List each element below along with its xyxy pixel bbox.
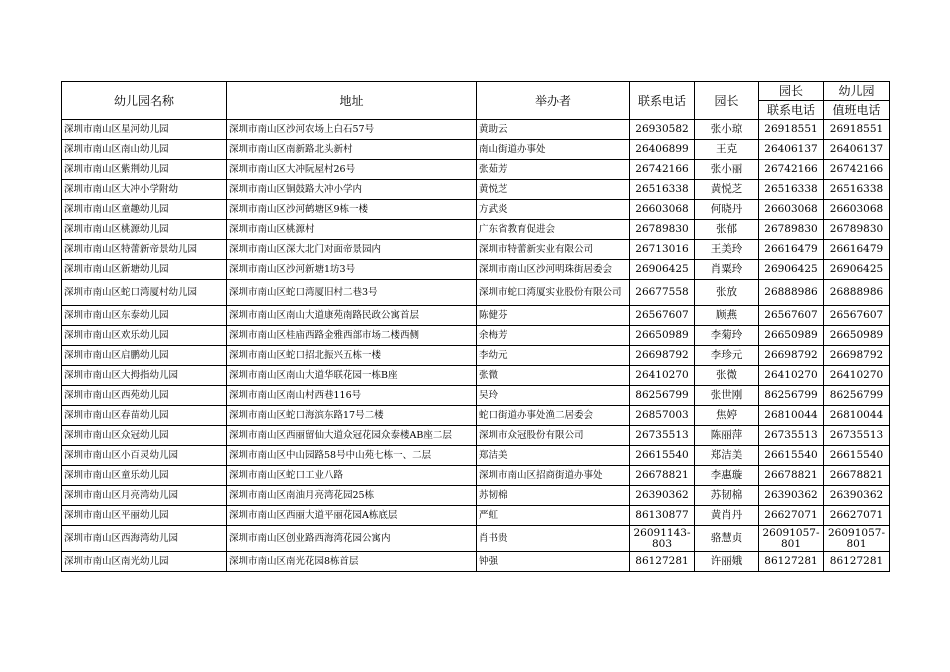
cell-name: 深圳市南山区启鹏幼儿园: [62, 346, 227, 366]
cell-address: 深圳市南山区南山大道华联花园一栋B座: [227, 366, 477, 386]
cell-director: 张郁: [695, 220, 759, 240]
cell-name: 深圳市南山区大拇指幼儿园: [62, 366, 227, 386]
cell-name: 深圳市南山区童乐幼儿园: [62, 466, 227, 486]
cell-organizer: 蛇口街道办事处渔二居委会: [477, 406, 630, 426]
table-row: [62, 552, 890, 572]
cell-address: 深圳市南山区桂庙西路金雅西部市场二楼西侧: [227, 326, 477, 346]
cell-director: 张小琼: [695, 120, 759, 140]
cell-organizer: 李幼元: [477, 346, 630, 366]
table-row: [62, 486, 890, 506]
cell-phone: 26406899: [630, 140, 695, 160]
table-row: [62, 260, 890, 280]
cell-duty-phone: 86256799: [824, 386, 890, 406]
cell-name: 深圳市南山区欢乐幼儿园: [62, 326, 227, 346]
cell-address: 深圳市南山区蛇口湾厦旧村二巷3号: [227, 280, 477, 306]
cell-organizer: 方武炎: [477, 200, 630, 220]
cell-duty-phone: 26616479: [824, 240, 890, 260]
cell-duty-phone: 26918551: [824, 120, 890, 140]
cell-duty-phone: 26516338: [824, 180, 890, 200]
cell-address: 深圳市南山区蛇口海滨东路17号二楼: [227, 406, 477, 426]
cell-director: 苏韧棉: [695, 486, 759, 506]
cell-address: 深圳市南山区南山村西巷116号: [227, 386, 477, 406]
table-row: [62, 526, 890, 552]
cell-director: 李珍元: [695, 346, 759, 366]
cell-director-phone: 26735513: [759, 426, 824, 446]
cell-duty-phone: 26789830: [824, 220, 890, 240]
cell-organizer: 张茹芳: [477, 160, 630, 180]
cell-phone: 26678821: [630, 466, 695, 486]
header-phone: 联系电话: [630, 82, 695, 120]
cell-director-phone: 26616479: [759, 240, 824, 260]
cell-duty-phone: 26742166: [824, 160, 890, 180]
header-director: 园长: [695, 82, 759, 120]
cell-director: 张微: [695, 366, 759, 386]
cell-phone: 26713016: [630, 240, 695, 260]
table-row: [62, 160, 890, 180]
cell-duty-phone: 26406137: [824, 140, 890, 160]
cell-duty-phone: 26091057-801: [824, 526, 890, 552]
cell-duty-phone: 86127281: [824, 552, 890, 572]
cell-director-phone: 26390362: [759, 486, 824, 506]
table-row: [62, 240, 890, 260]
cell-name: 深圳市南山区桃源幼儿园: [62, 220, 227, 240]
cell-phone: 26930582: [630, 120, 695, 140]
cell-duty-phone: 26567607: [824, 306, 890, 326]
cell-duty-phone: 26678821: [824, 466, 890, 486]
cell-duty-phone: 26650989: [824, 326, 890, 346]
cell-director-phone: 26742166: [759, 160, 824, 180]
cell-director: 骆慧贞: [695, 526, 759, 552]
cell-director-phone: 26918551: [759, 120, 824, 140]
cell-organizer: 陈健芬: [477, 306, 630, 326]
cell-phone: 26567607: [630, 306, 695, 326]
cell-organizer: 深圳市众冠股份有限公司: [477, 426, 630, 446]
cell-phone: 26677558: [630, 280, 695, 306]
cell-organizer: 余梅芳: [477, 326, 630, 346]
table-row: [62, 446, 890, 466]
cell-duty-phone: 26906425: [824, 260, 890, 280]
cell-name: 深圳市南山区大冲小学附幼: [62, 180, 227, 200]
cell-director-phone: 26888986: [759, 280, 824, 306]
cell-duty-phone: 26603068: [824, 200, 890, 220]
cell-director: 张放: [695, 280, 759, 306]
cell-phone: 26650989: [630, 326, 695, 346]
cell-director-phone: 26678821: [759, 466, 824, 486]
cell-address: 深圳市南山区南新路北头新村: [227, 140, 477, 160]
header-address: 地址: [227, 82, 477, 120]
cell-director: 何晓丹: [695, 200, 759, 220]
cell-phone: 26698792: [630, 346, 695, 366]
cell-organizer: 黄助云: [477, 120, 630, 140]
cell-director-phone: 26650989: [759, 326, 824, 346]
table-row: [62, 406, 890, 426]
cell-organizer: 肖书贵: [477, 526, 630, 552]
cell-name: 深圳市南山区童趣幼儿园: [62, 200, 227, 220]
cell-director-phone: 26615540: [759, 446, 824, 466]
header-organizer: 举办者: [477, 82, 630, 120]
cell-director: 黄悦芝: [695, 180, 759, 200]
cell-director-phone: 26627071: [759, 506, 824, 526]
cell-address: 深圳市南山区深大北门对面帝景园内: [227, 240, 477, 260]
cell-phone: 26857003: [630, 406, 695, 426]
cell-phone: 26603068: [630, 200, 695, 220]
cell-phone: 26789830: [630, 220, 695, 240]
table-row: [62, 200, 890, 220]
header-kindergarten-group: 幼儿园: [824, 82, 890, 101]
cell-phone: 86127281: [630, 552, 695, 572]
cell-organizer: 严虹: [477, 506, 630, 526]
cell-phone: 26516338: [630, 180, 695, 200]
cell-address: 深圳市南山区沙河新塘1坊3号: [227, 260, 477, 280]
cell-name: 深圳市南山区月亮湾幼儿园: [62, 486, 227, 506]
header-director-group: 园长: [759, 82, 824, 101]
cell-director: 许丽娥: [695, 552, 759, 572]
table-row: [62, 120, 890, 140]
cell-phone: 86130877: [630, 506, 695, 526]
cell-address: 深圳市南山区西丽大道平丽花园A栋底层: [227, 506, 477, 526]
cell-director-phone: 26091057-801: [759, 526, 824, 552]
cell-address: 深圳市南山区沙河农场上白石57号: [227, 120, 477, 140]
table-row: [62, 346, 890, 366]
table-row: [62, 306, 890, 326]
cell-name: 深圳市南山区春苗幼儿园: [62, 406, 227, 426]
cell-director-phone: 86256799: [759, 386, 824, 406]
table-row: [62, 366, 890, 386]
cell-duty-phone: 26810044: [824, 406, 890, 426]
cell-director-phone: 26603068: [759, 200, 824, 220]
table-row: [62, 466, 890, 486]
table-row: [62, 180, 890, 200]
cell-director: 王克: [695, 140, 759, 160]
cell-director: 王美玲: [695, 240, 759, 260]
cell-address: 深圳市南山区西丽留仙大道众冠花园众泰楼AB座二层: [227, 426, 477, 446]
cell-duty-phone: 26698792: [824, 346, 890, 366]
cell-address: 深圳市南山区大冲阮屋村26号: [227, 160, 477, 180]
cell-phone: 26906425: [630, 260, 695, 280]
cell-address: 深圳市南山区桃源村: [227, 220, 477, 240]
table-body: [62, 120, 890, 572]
cell-organizer: 张微: [477, 366, 630, 386]
cell-organizer: 广东省教育促进会: [477, 220, 630, 240]
cell-director: 张小丽: [695, 160, 759, 180]
kindergarten-table: [61, 81, 890, 572]
header-name: 幼儿园名称: [62, 82, 227, 120]
cell-duty-phone: 26390362: [824, 486, 890, 506]
cell-organizer: 黄悦芝: [477, 180, 630, 200]
cell-name: 深圳市南山区东泰幼儿园: [62, 306, 227, 326]
cell-name: 深圳市南山区西苑幼儿园: [62, 386, 227, 406]
cell-director-phone: 26698792: [759, 346, 824, 366]
cell-organizer: 郑洁美: [477, 446, 630, 466]
table-row: [62, 140, 890, 160]
cell-name: 深圳市南山区星河幼儿园: [62, 120, 227, 140]
table-row: [62, 326, 890, 346]
cell-organizer: 苏韧棉: [477, 486, 630, 506]
cell-director-phone: 26567607: [759, 306, 824, 326]
cell-address: 深圳市南山区中山园路58号中山苑七栋一、二层: [227, 446, 477, 466]
cell-director-phone: 26406137: [759, 140, 824, 160]
cell-name: 深圳市南山区特蕾新帝景幼儿园: [62, 240, 227, 260]
cell-organizer: 吴玲: [477, 386, 630, 406]
cell-duty-phone: 26888986: [824, 280, 890, 306]
cell-organizer: 深圳市特蕾新实业有限公司: [477, 240, 630, 260]
cell-director-phone: 26410270: [759, 366, 824, 386]
cell-organizer: 南山街道办事处: [477, 140, 630, 160]
cell-phone: 26390362: [630, 486, 695, 506]
cell-director: 陈丽萍: [695, 426, 759, 446]
cell-director: 张世刚: [695, 386, 759, 406]
table-row: [62, 280, 890, 306]
cell-address: 深圳市南山区南光花园8栋首层: [227, 552, 477, 572]
cell-name: 深圳市南山区西海湾幼儿园: [62, 526, 227, 552]
cell-organizer: 深圳市南山区沙河明珠街居委会: [477, 260, 630, 280]
cell-name: 深圳市南山区众冠幼儿园: [62, 426, 227, 446]
cell-address: 深圳市南山区创业路西海湾花园公寓内: [227, 526, 477, 552]
cell-duty-phone: 26735513: [824, 426, 890, 446]
cell-name: 深圳市南山区新塘幼儿园: [62, 260, 227, 280]
cell-duty-phone: 26410270: [824, 366, 890, 386]
cell-name: 深圳市南山区平丽幼儿园: [62, 506, 227, 526]
cell-phone: 86256799: [630, 386, 695, 406]
cell-name: 深圳市南山区小百灵幼儿园: [62, 446, 227, 466]
cell-address: 深圳市南山区沙河鹤塘区9栋一楼: [227, 200, 477, 220]
cell-organizer: 深圳市蛇口湾厦实业股份有限公司: [477, 280, 630, 306]
cell-address: 深圳市南山区铜鼓路大冲小学内: [227, 180, 477, 200]
cell-director-phone: 26516338: [759, 180, 824, 200]
table-header: [62, 82, 890, 120]
cell-name: 深圳市南山区紫荆幼儿园: [62, 160, 227, 180]
cell-name: 深圳市南山区蛇口湾厦村幼儿园: [62, 280, 227, 306]
cell-director: 郑洁美: [695, 446, 759, 466]
cell-address: 深圳市南山区蛇口招北振兴五栋一楼: [227, 346, 477, 366]
cell-director: 黄肖丹: [695, 506, 759, 526]
cell-address: 深圳市南山区南油月亮湾花园25栋: [227, 486, 477, 506]
cell-organizer: 钟强: [477, 552, 630, 572]
cell-director: 李菊玲: [695, 326, 759, 346]
cell-director-phone: 26810044: [759, 406, 824, 426]
cell-phone: 26615540: [630, 446, 695, 466]
table-row: [62, 426, 890, 446]
cell-director: 焦婷: [695, 406, 759, 426]
cell-phone: 26742166: [630, 160, 695, 180]
table-row: [62, 506, 890, 526]
cell-name: 深圳市南山区南山幼儿园: [62, 140, 227, 160]
cell-director: 肖粟玲: [695, 260, 759, 280]
table-row: [62, 220, 890, 240]
cell-address: 深圳市南山区南山大道康苑南路民政公寓首层: [227, 306, 477, 326]
cell-director-phone: 26789830: [759, 220, 824, 240]
cell-director-phone: 26906425: [759, 260, 824, 280]
table-row: [62, 386, 890, 406]
header-director-phone: 联系电话: [759, 101, 824, 120]
cell-director-phone: 86127281: [759, 552, 824, 572]
cell-duty-phone: 26615540: [824, 446, 890, 466]
cell-phone: 26091143-803: [630, 526, 695, 552]
cell-duty-phone: 26627071: [824, 506, 890, 526]
cell-name: 深圳市南山区南光幼儿园: [62, 552, 227, 572]
header-duty-phone: 值班电话: [824, 101, 890, 120]
cell-organizer: 深圳市南山区招商街道办事处: [477, 466, 630, 486]
cell-director: 顾燕: [695, 306, 759, 326]
cell-phone: 26735513: [630, 426, 695, 446]
cell-director: 李惠璇: [695, 466, 759, 486]
cell-phone: 26410270: [630, 366, 695, 386]
cell-address: 深圳市南山区蛇口工业八路: [227, 466, 477, 486]
